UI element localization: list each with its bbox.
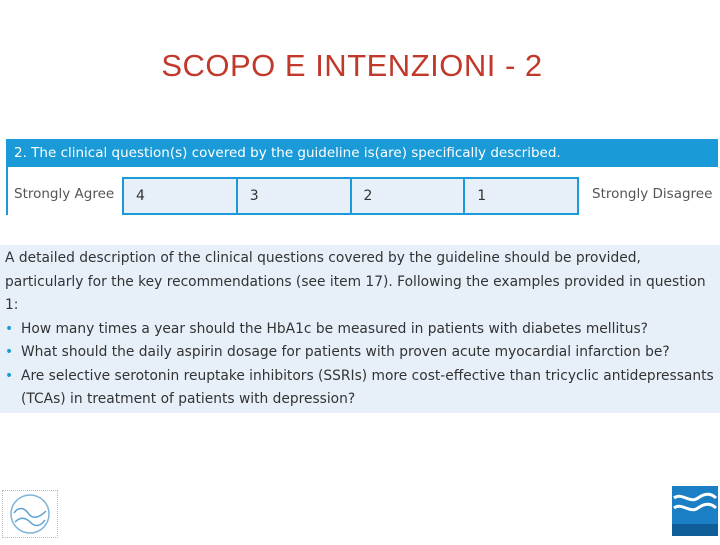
- scale-right-label: Strongly Disagree: [592, 186, 713, 202]
- description-intro: A detailed description of the clinical questions covered by the guideline should be provided, particularly for the key recommendations (see item 17). Following the examples provided in question 1:: [5, 250, 706, 313]
- example-list: [5, 318, 714, 412]
- rating-option-4[interactable]: 4: [124, 179, 238, 213]
- description-panel: [0, 245, 720, 413]
- rating-option-3[interactable]: 3: [238, 179, 352, 213]
- bullet-icon: •: [5, 367, 14, 384]
- rating-scale: [122, 177, 579, 215]
- bullet-icon: •: [5, 320, 14, 337]
- slide-title: SCOPO E INTENZIONI - 2: [161, 48, 543, 83]
- rating-option-2[interactable]: 2: [352, 179, 466, 213]
- list-item: • How many times a year should the HbA1c be measured in patients with diabetes mellitus?: [5, 318, 714, 342]
- rating-option-1[interactable]: 1: [477, 188, 487, 204]
- question-header: 2. The clinical question(s) covered by the guideline is(are) specifically described.: [6, 139, 718, 167]
- ebm-logo: [2, 490, 58, 538]
- list-item: • What should the daily aspirin dosage for patients with proven acute myocardial infarction be?: [5, 341, 714, 365]
- list-item: • Are selective serotonin reuptake inhibitors (SSRIs) more cost-effective than tricyclic antidepressants (TCAs) in treatment of patients with depression?: [5, 365, 714, 412]
- hospital-logo: [670, 486, 720, 540]
- scale-left-label: Strongly Agree: [14, 186, 115, 202]
- question-border: [6, 167, 8, 215]
- bullet-icon: •: [5, 344, 14, 360]
